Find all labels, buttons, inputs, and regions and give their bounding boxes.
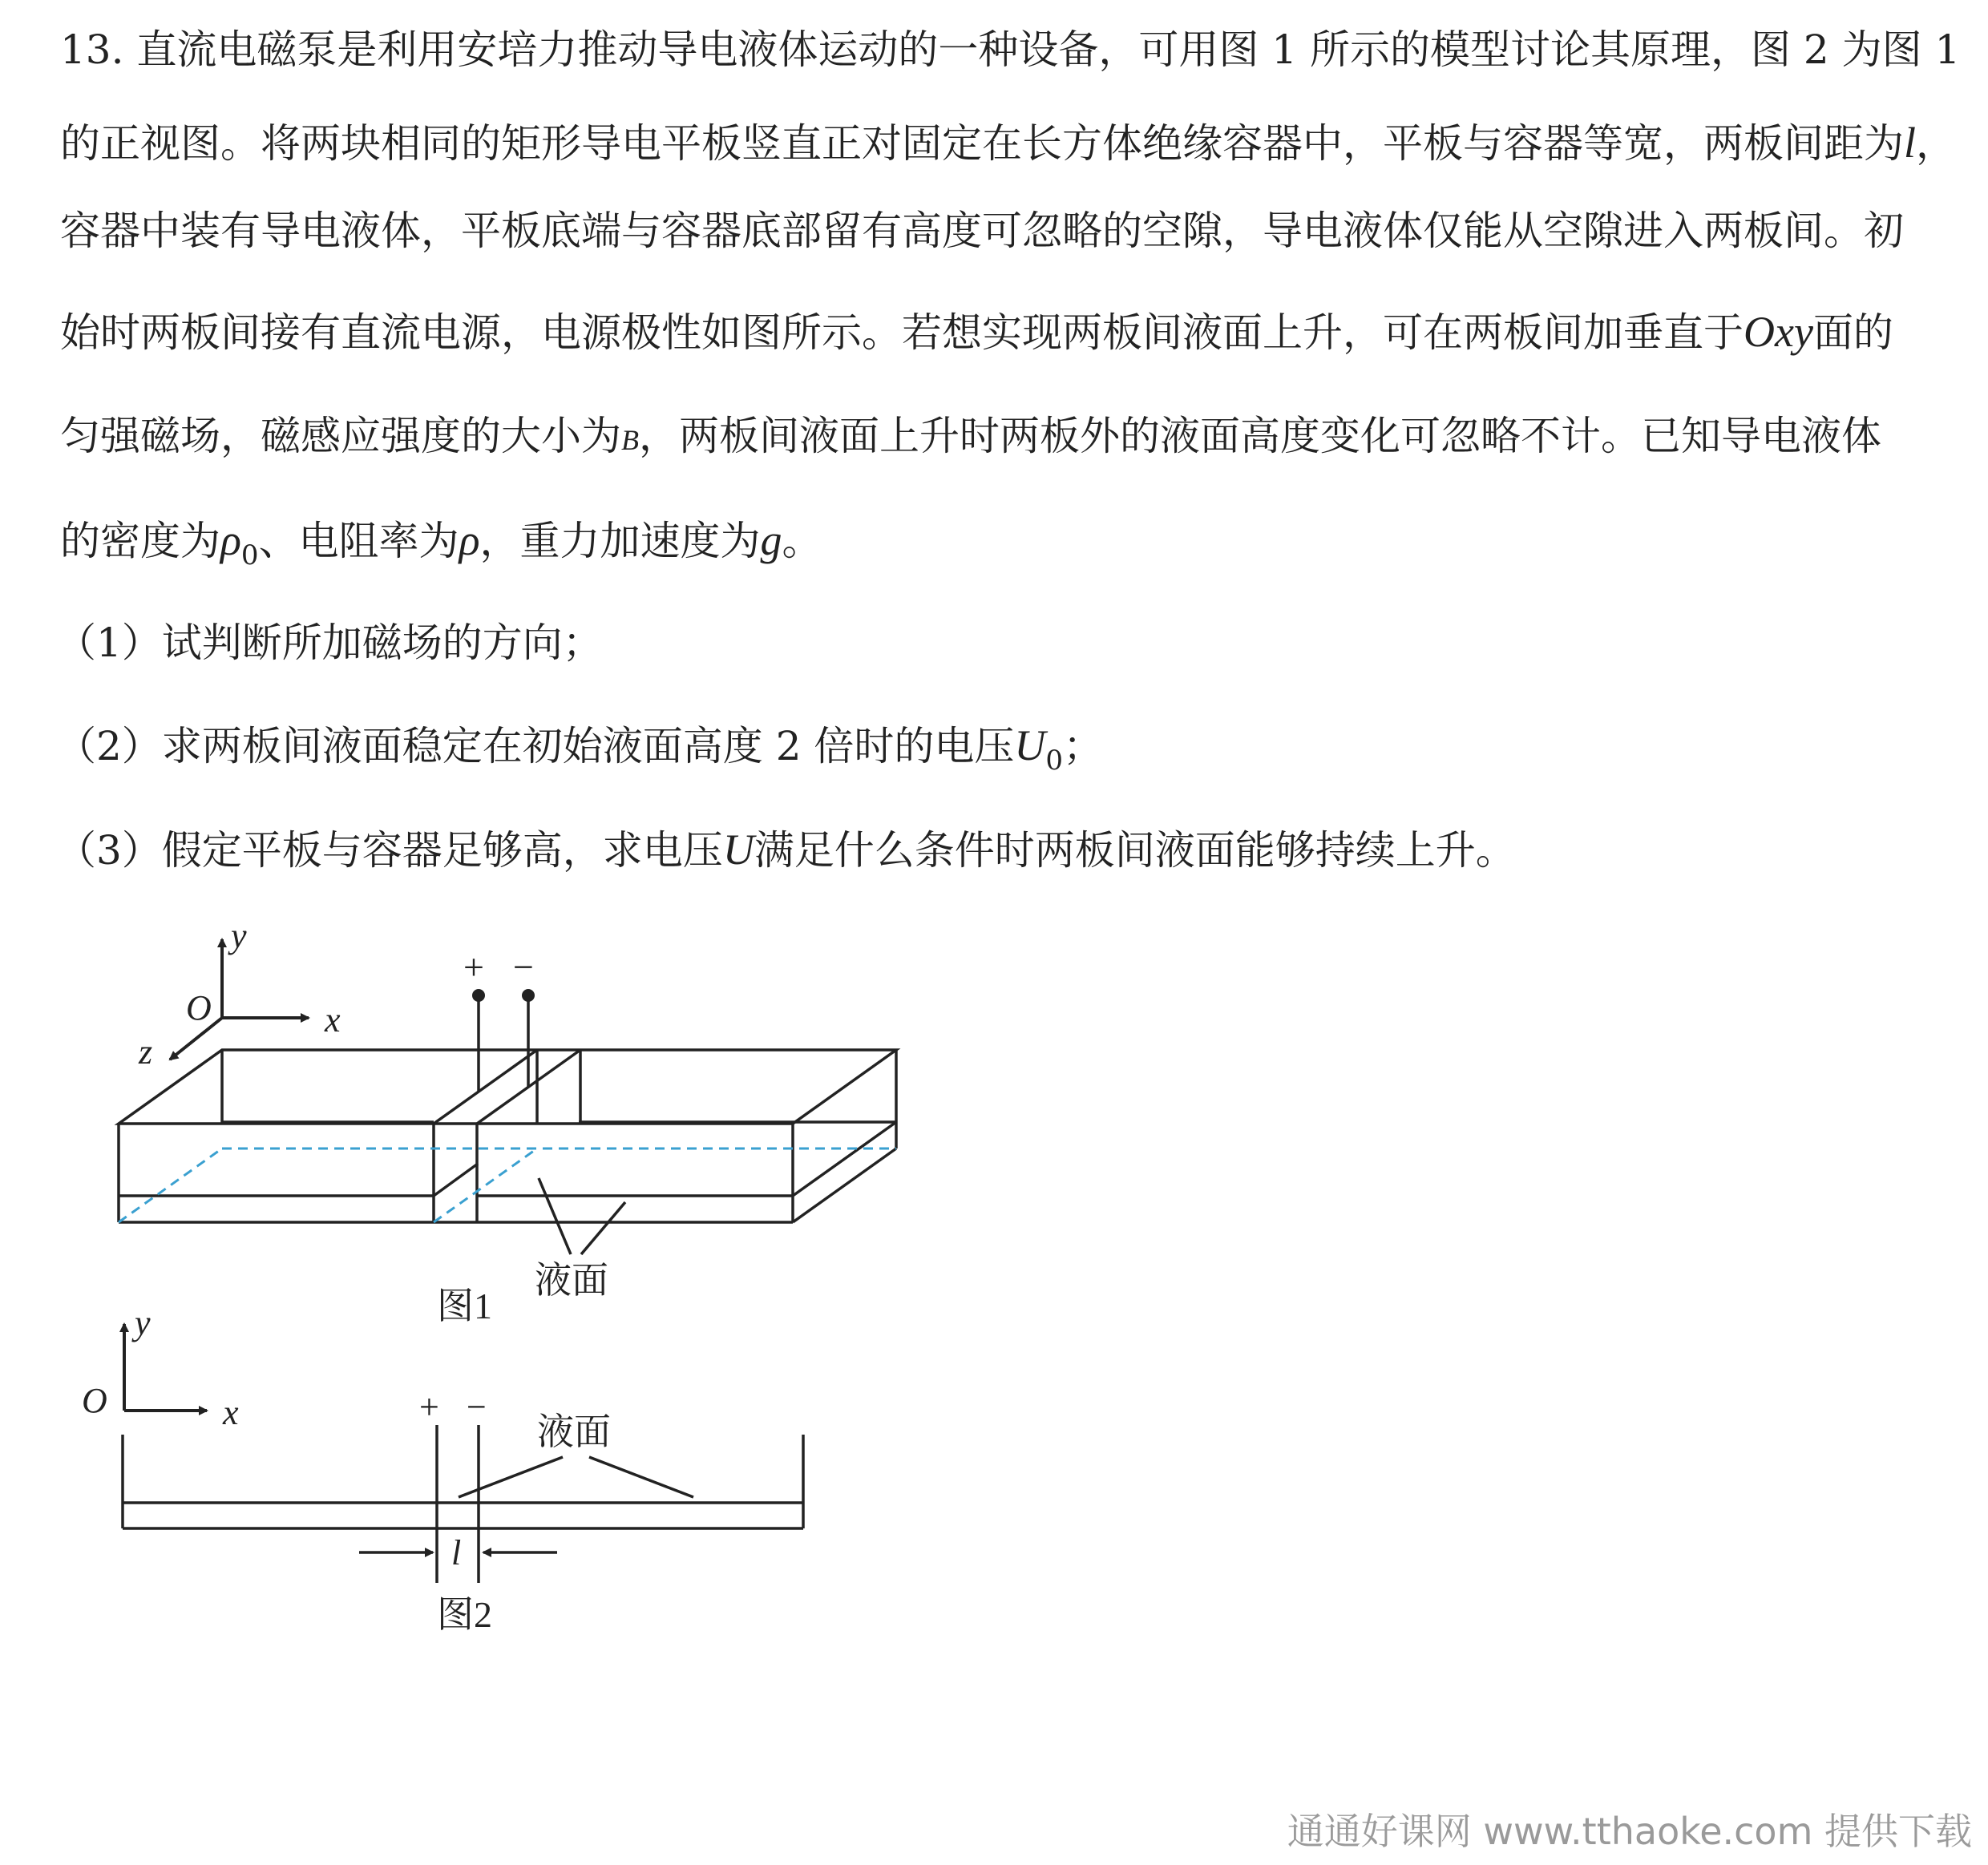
fig1-liquid-dashed — [119, 1148, 896, 1222]
fig1-origin-label: O — [186, 988, 212, 1027]
fig2-x-label: x — [223, 1393, 239, 1432]
watermark: 通通好课网 www.tthaoke.com 提供下载 — [1287, 1810, 1972, 1853]
symbol-rho0: ρ — [220, 516, 241, 564]
question-text: ； — [1063, 723, 1104, 769]
fig2-liquid-label: 液面 — [537, 1411, 611, 1452]
fig2-minus-label: − — [467, 1387, 487, 1427]
question-text: 。 — [782, 518, 822, 564]
question-text: 匀强磁场，磁感应强度的大小为 — [60, 413, 621, 459]
question-text: 、电阻率为 — [258, 518, 459, 564]
subscript-0: 0 — [240, 539, 259, 571]
fig2-container — [123, 1425, 803, 1583]
symbol-u: U — [722, 826, 754, 874]
fig1-minus-label: − — [513, 947, 534, 987]
fig1-plus-label: + — [463, 947, 484, 987]
question-text: 面的 — [1812, 309, 1893, 356]
question-text: 满足什么条件时两板间液面能够持续上升。 — [754, 827, 1516, 874]
fig1-box — [119, 995, 896, 1254]
question-text: ， — [1916, 120, 1957, 167]
fig2-caption: 图2 — [437, 1594, 492, 1635]
fig2-gap-label: l — [451, 1533, 462, 1572]
symbol-l: l — [1904, 119, 1917, 167]
symbol-rho: ρ — [459, 516, 480, 564]
question-text: 容器中装有导电液体，平板底端与容器底部留有高度可忽略的空隙，导电液体仅能从空隙进入两板间。初 — [60, 208, 1904, 254]
question-text: （3）假定平板与容器足够高，求电压 — [56, 827, 723, 874]
fig2-y-label: y — [135, 1303, 151, 1342]
symbol-oxy: Oxy — [1744, 308, 1813, 356]
question-text: 的正视图。将两块相同的矩形导电平板竖直正对固定在长方体绝缘容器中，平板与容器等宽，两板间距为 — [60, 120, 1904, 167]
symbol-b: B — [621, 424, 639, 456]
symbol-u0: U — [1014, 721, 1046, 769]
symbol-g: g — [760, 516, 782, 564]
question-text: 13. 直流电磁泵是利用安培力推动导电液体运动的一种设备，可用图 1 所示的模型讨论其原理，图 2 为图 1 — [60, 26, 1961, 73]
fig2-origin-label: O — [82, 1381, 107, 1420]
question-text: 的密度为 — [60, 518, 220, 564]
fig1-caption: 图1 — [437, 1286, 492, 1326]
fig1-z-label: z — [139, 1032, 153, 1072]
fig1-x-label: x — [325, 1000, 341, 1039]
fig1-y-label: y — [231, 916, 247, 955]
question-text: 始时两板间接有直流电源，电源极性如图所示。若想实现两板间液面上升，可在两板间加垂直于 — [60, 309, 1744, 356]
question-text: （1）试判断所加磁场的方向； — [56, 620, 603, 666]
subscript-0: 0 — [1045, 745, 1064, 777]
question-text: ，重力加速度为 — [479, 518, 761, 564]
fig1-liquid-label: 液面 — [535, 1260, 608, 1301]
question-text: （2）求两板间液面稳定在初始液面高度 2 倍时的电压 — [56, 723, 1015, 769]
question-text: ，两板间液面上升时两板外的液面高度变化可忽略不计。已知导电液体 — [639, 413, 1881, 459]
fig2-plus-label: + — [419, 1387, 439, 1427]
